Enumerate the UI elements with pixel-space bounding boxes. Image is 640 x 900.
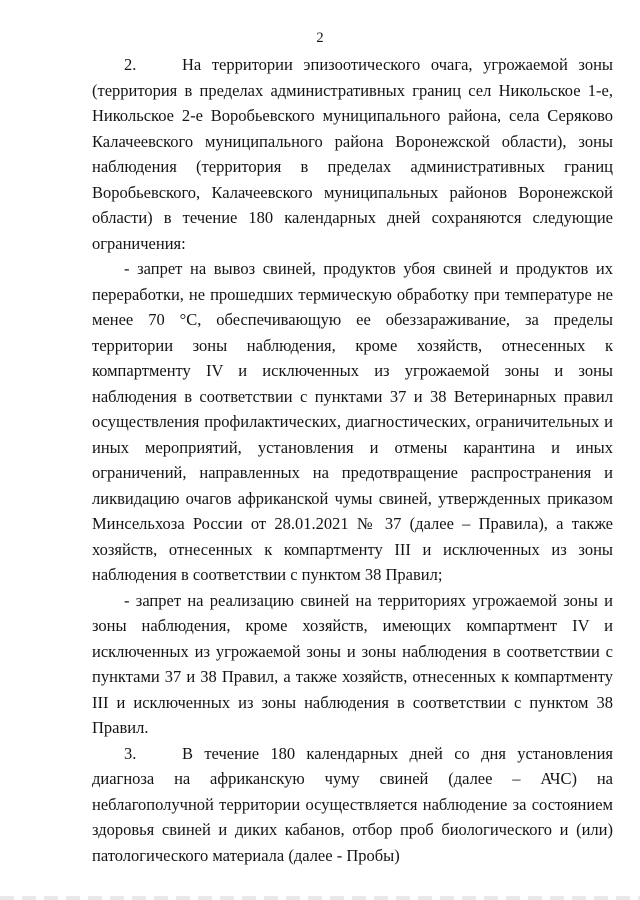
page-number: 2	[316, 30, 324, 46]
restriction-item-sale-ban: - запрет на реализацию свиней на территориях угрожаемой зоны и зоны наблюдения, кроме хозяйств, имеющих компартмент IV и исключенных из угрожаемой зоны и зоны наблюдения в соответствии с пунктами 37 и 38 Правил, а также хозяйств, отнесенных к компартменту III и исключенных из зоны наблюдения в соответствии с пунктом 38 Правил.	[92, 590, 613, 737]
paragraph-3-number: 3.	[124, 743, 137, 763]
paragraph-3	[92, 741, 613, 869]
restriction-item-export-ban: - запрет на вывоз свиней, продуктов убоя свиней и продуктов их переработки, не прошедших термическую обработку при температуре не менее 70 °С, обеспечивающую ее обеззараживание, за пределы территории зоны наблюдения, кроме хозяйств, отнесенных к компартменту IV и исключенных из угрожаемой зоны и зоны наблюдения в соответствии с пунктами 37 и 38 Ветеринарных правил осуществления профилактических, диагностических, ограничительных и иных мероприятий, установления и отмены карантина и иных ограничений, направленных на предотвращение распространения и ликвидацию очагов африканской чумы свиней, утвержденных приказом Минсельхоза России от 28.01.2021 № 37 (далее – Правила), а также хозяйств, отнесенных к компартменту III и исключенных из зоны наблюдения в соответствии с пунктом 38 Правил;	[92, 259, 613, 584]
document-body	[92, 52, 613, 868]
paragraph-3-text: В течение 180 календарных дней со дня установления диагноза на африканскую чуму свиней (далее – АЧС) на неблагополучной территории осуществляется наблюдение за состоянием здоровья свиней и диких кабанов, отбор проб биологического и (или) патологического материала (далее - Пробы)	[92, 743, 613, 865]
scan-edge-artifact	[0, 896, 640, 900]
paragraph-2-text: На территории эпизоотического очага, угрожаемой зоны (территория в пределах административных границ сел Никольское 1-е, Никольское 2-е Воробьевского муниципального района, села Серяково Калачеевского муниципального района Воронежской области), зоны наблюдения (территория в пределах административных границ Воробьевского, Калачеевского муниципальных районов Воронежской области) в течение 180 календарных дней сохраняются следующие ограничения:	[92, 55, 613, 253]
paragraph-2-number: 2.	[124, 55, 137, 74]
paragraph-2	[92, 52, 613, 256]
